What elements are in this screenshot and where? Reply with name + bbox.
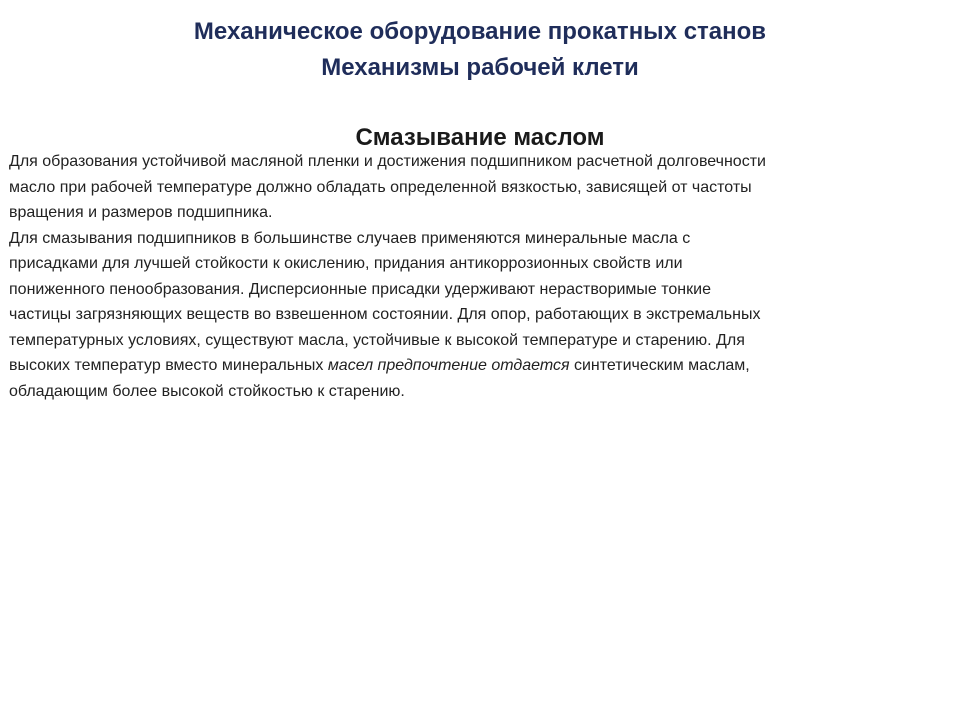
body-line: пониженного пенообразования. Дисперсионные присадки удерживают нерастворимые тонкие — [9, 280, 711, 298]
slide-title — [0, 14, 960, 86]
body-line-segment: высоких температур вместо минеральных — [9, 357, 328, 374]
title-line-2: Механизмы рабочей клети — [321, 54, 639, 81]
body-line-mixed — [9, 353, 939, 379]
body-line-segment: синтетическим маслам, — [569, 357, 750, 374]
body-line: Для образования устойчивой масляной пленки и достижения подшипником расчетной долговечности — [9, 153, 766, 170]
body-line-italic-segment: масел предпочтение отдается — [327, 357, 570, 374]
body-line: частицы загрязняющих веществ во взвешенном состоянии. Для опор, работающих в экстремальных — [9, 306, 761, 323]
section-heading: Смазывание маслом — [355, 124, 605, 151]
body-line: вращения и размеров подшипника. — [9, 204, 273, 221]
body-line: температурных условиях, существуют масла, устойчивые к высокой температуре и старению. Для — [9, 331, 745, 349]
body-text — [9, 149, 939, 404]
body-line: масло при рабочей температуре должно обладать определенной вязкостью, зависящей от частоты — [9, 178, 752, 196]
body-line: Для смазывания подшипников в большинстве случаев применяются минеральные масла с — [9, 229, 691, 247]
body-line: обладающим более высокой стойкостью к старению. — [9, 382, 405, 400]
title-line-1: Механическое оборудование прокатных станов — [193, 18, 767, 45]
body-line: присадками для лучшей стойкости к окислению, придания антикоррозионных свойств или — [9, 255, 683, 272]
